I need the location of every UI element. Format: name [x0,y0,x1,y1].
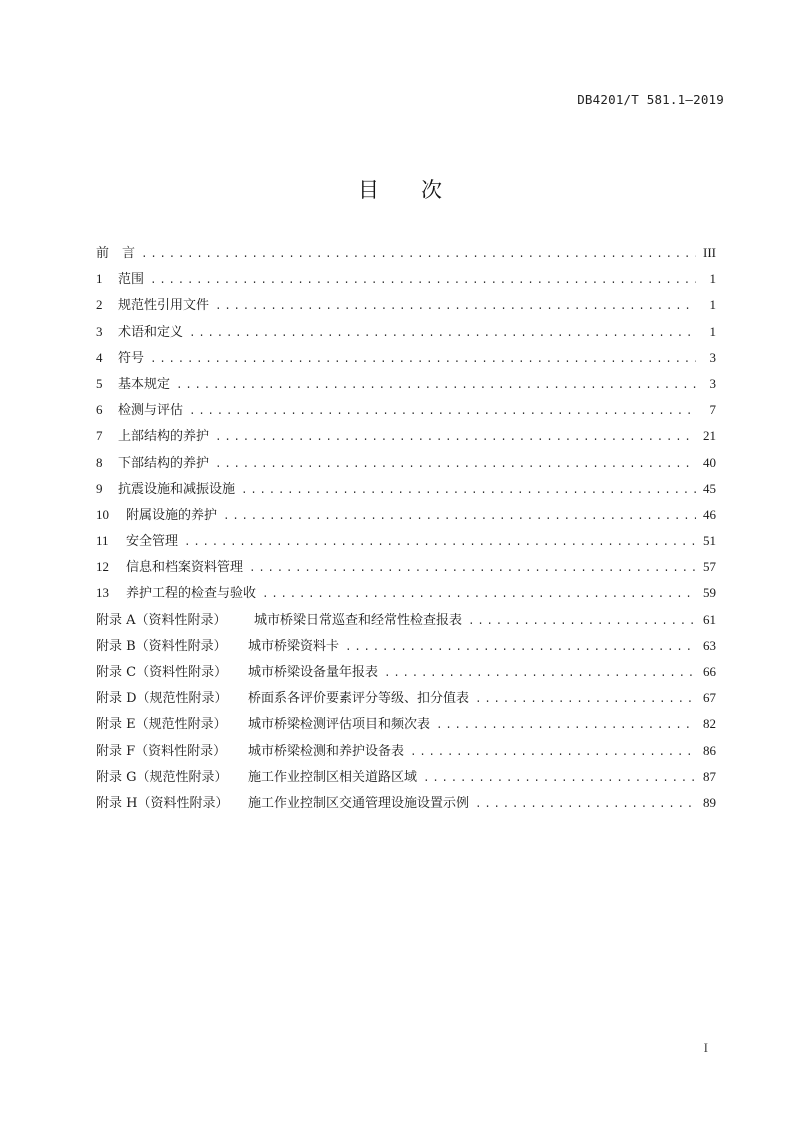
dot-leader [215,425,696,451]
toc-entry-section-12[interactable] [96,554,716,580]
page-number: I [703,1040,708,1055]
section-number: 2 [96,297,103,313]
toc-entry-page: 89 [703,794,716,810]
dot-leader [189,321,696,347]
toc-entry-label: 规范性引用文件 [118,298,210,314]
dot-leader [475,792,696,818]
dot-leader [384,661,696,687]
toc-entry-label: 施工作业控制区交通管理设施设置示例 [248,795,470,811]
toc-entry-annex-f[interactable] [96,738,716,764]
section-number: 1 [96,271,103,287]
toc-entry-label: 符号 [118,350,145,366]
dot-leader [215,294,696,320]
toc-entry-page: 1 [709,297,716,313]
toc-title [0,174,800,204]
toc-entry-annex-b[interactable] [96,633,716,659]
annex-prefix: 附录 A（资料性附录） [96,612,227,628]
toc-entry-section-11[interactable] [96,528,716,554]
toc-entry-section-5[interactable] [96,371,716,397]
toc-entry-label: 前 言 [96,246,136,261]
dot-leader [345,635,696,661]
toc-entry-label: 城市桥梁设备量年报表 [248,665,379,680]
section-number: 8 [96,454,103,470]
toc-entry-preface[interactable] [96,240,716,266]
toc-entry-annex-h[interactable] [96,790,716,816]
dot-leader [475,687,696,713]
toc-entry-label: 术语和定义 [118,324,184,340]
toc-entry-page: 66 [703,664,716,679]
toc-entry-label: 抗震设施和减振设施 [118,481,236,497]
toc-entry-page: 57 [703,559,716,575]
toc-entry-label: 城市桥梁日常巡查和经常性检查报表 [254,612,463,628]
toc-entry-label: 养护工程的检查与验收 [126,586,257,602]
section-number: 5 [96,375,103,391]
toc-entry-label: 信息和档案资料管理 [126,560,244,576]
document-code: DB4201/T 581.1—2019 [577,92,724,107]
toc-entry-page: 59 [703,585,716,601]
dot-leader [189,399,696,425]
section-number: 3 [96,323,103,339]
toc-entry-section-10[interactable] [96,502,716,528]
annex-prefix: 附录 E（规范性附录） [96,717,227,733]
dot-leader [468,609,696,635]
toc-entry-annex-c[interactable] [96,659,716,685]
dot-leader [141,242,696,268]
toc-entry-annex-g[interactable] [96,764,716,790]
toc-entry-annex-d[interactable] [96,685,716,711]
dot-leader [176,373,696,399]
toc-entry-page: 3 [709,349,716,365]
toc-entry-label: 城市桥梁检测评估项目和频次表 [248,717,431,733]
toc-entry-page: 63 [703,637,716,653]
dot-leader [215,452,696,478]
dot-leader [223,504,696,530]
annex-prefix: 附录 C（资料性附录） [96,665,228,680]
toc-entry-label: 上部结构的养护 [118,429,210,445]
toc-entry-page: 67 [703,690,716,706]
dot-leader [241,478,696,504]
table-of-contents [96,240,716,816]
toc-entry-label: 基本规定 [118,376,171,392]
annex-prefix: 附录 H（资料性附录） [96,795,229,811]
section-number: 7 [96,428,103,444]
toc-entry-label: 安全管理 [126,534,179,550]
toc-entry-page: 3 [709,375,716,391]
annex-prefix: 附录 D（规范性附录） [96,691,228,707]
annex-prefix: 附录 F（资料性附录） [96,743,227,759]
toc-entry-page: 1 [709,323,716,339]
toc-entry-page: 7 [709,402,716,418]
dot-leader [150,347,696,373]
toc-entry-section-1[interactable] [96,266,716,292]
toc-title-char-1: 目 [358,178,379,202]
toc-entry-page: 87 [703,768,716,784]
toc-entry-page: 21 [703,428,716,444]
toc-entry-annex-a[interactable] [96,607,716,633]
toc-entry-section-4[interactable] [96,345,716,371]
toc-entry-annex-e[interactable] [96,711,716,737]
toc-entry-label: 检测与评估 [118,403,184,419]
toc-entry-page: 46 [703,506,716,522]
toc-entry-page: 1 [709,271,716,287]
toc-entry-page: 45 [703,480,716,496]
toc-entry-label: 城市桥梁检测和养护设备表 [248,743,405,759]
toc-entry-page: III [703,245,716,260]
toc-entry-page: 51 [703,533,716,549]
section-number: 12 [96,559,109,575]
dot-leader [249,556,696,582]
toc-entry-section-2[interactable] [96,292,716,318]
section-number: 13 [96,585,109,601]
dot-leader [262,582,696,608]
toc-entry-label: 附属设施的养护 [126,507,218,523]
toc-entry-label: 范围 [118,272,145,288]
dot-leader [410,740,696,766]
toc-title-char-2: 次 [421,178,442,202]
toc-entry-page: 61 [703,611,716,627]
toc-entry-label: 下部结构的养护 [118,455,210,471]
dot-leader [423,766,696,792]
toc-entry-page: 40 [703,454,716,470]
dot-leader [184,530,696,556]
toc-entry-section-6[interactable] [96,397,716,423]
section-number: 11 [96,533,109,549]
toc-entry-page: 82 [703,716,716,732]
section-number: 4 [96,349,103,365]
toc-entry-section-7[interactable] [96,423,716,449]
toc-entry-section-3[interactable] [96,319,716,345]
dot-leader [436,713,696,739]
section-number: 10 [96,506,109,522]
annex-prefix: 附录 G（规范性附录） [96,769,228,785]
toc-entry-section-13[interactable] [96,580,716,606]
toc-entry-section-9[interactable] [96,476,716,502]
toc-entry-label: 城市桥梁资料卡 [248,638,340,654]
toc-entry-page: 86 [703,742,716,758]
section-number: 6 [96,402,103,418]
toc-entry-label: 桥面系各评价要素评分等级、扣分值表 [248,691,470,707]
annex-prefix: 附录 B（资料性附录） [96,638,227,654]
toc-entry-label: 施工作业控制区相关道路区域 [248,769,418,785]
section-number: 9 [96,480,103,496]
toc-entry-section-8[interactable] [96,450,716,476]
dot-leader [150,268,696,294]
